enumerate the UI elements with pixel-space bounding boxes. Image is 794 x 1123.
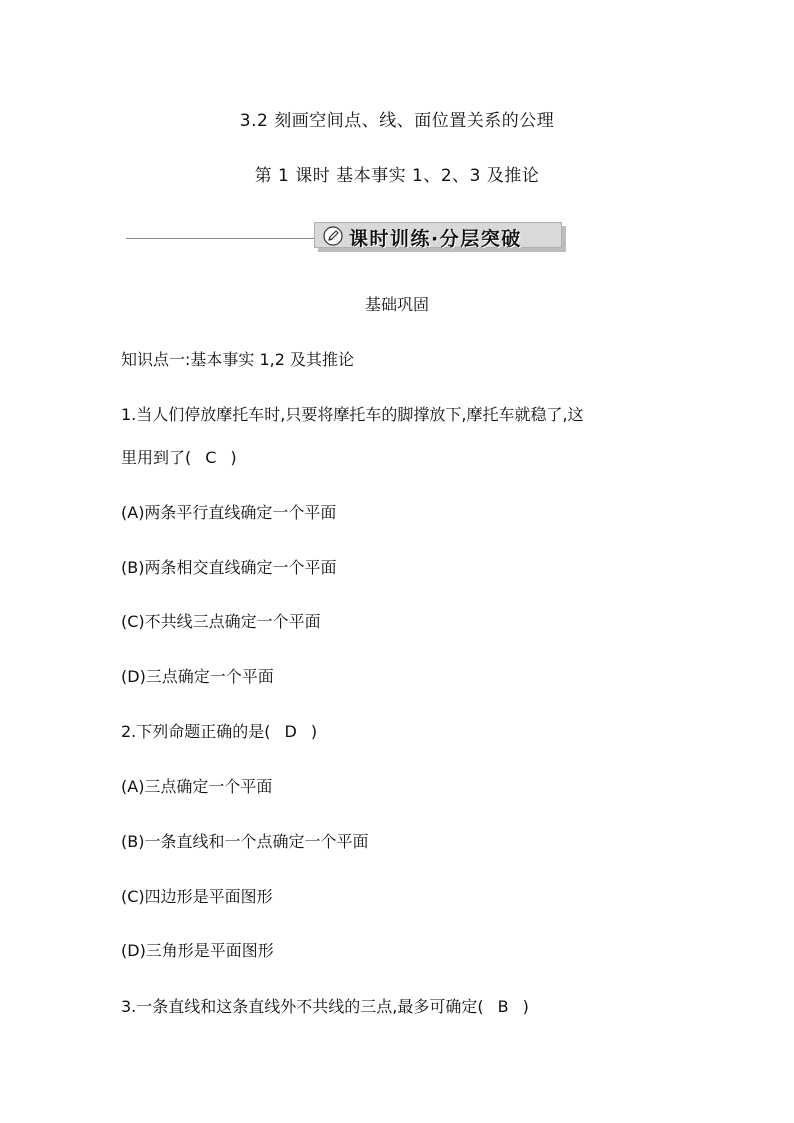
question-1-stem-line2 xyxy=(121,445,237,468)
question-3-stem-suffix: ) xyxy=(522,997,529,1016)
question-3-stem-prefix: 3.一条直线和这条直线外不共线的三点,最多可确定( xyxy=(121,997,484,1016)
lesson-subtitle: 第 1 课时 基本事实 1、2、3 及推论 xyxy=(254,166,540,186)
pencil-icon xyxy=(323,226,343,246)
question-2-stem-suffix: ) xyxy=(310,722,318,741)
question-1-option-d: (D)三点确定一个平面 xyxy=(121,667,274,686)
section-banner xyxy=(314,222,568,252)
question-2-stem-prefix: 2.下列命题正确的是( xyxy=(121,722,271,741)
question-1-answer: C xyxy=(205,448,217,467)
question-1-option-a: (A)两条平行直线确定一个平面 xyxy=(121,503,337,522)
knowledge-point-heading: 知识点一:基本事实 1,2 及其推论 xyxy=(121,350,355,369)
question-1-option-c: (C)不共线三点确定一个平面 xyxy=(121,612,321,631)
question-2-option-b: (B)一条直线和一个点确定一个平面 xyxy=(121,832,369,851)
question-2-option-d: (D)三角形是平面图形 xyxy=(121,941,274,960)
question-2-option-c: (C)四边形是平面图形 xyxy=(121,887,273,906)
question-2-answer: D xyxy=(284,722,297,741)
question-3-stem xyxy=(121,994,529,1017)
section-heading: 基础巩固 xyxy=(364,295,429,314)
question-1-stem-line1: 1.当人们停放摩托车时,只要将摩托车的脚撑放下,摩托车就稳了,这 xyxy=(121,405,584,424)
page-title: 3.2 刻画空间点、线、面位置关系的公理 xyxy=(239,111,555,131)
question-1-option-b: (B)两条相交直线确定一个平面 xyxy=(121,558,337,577)
banner-text: 课时训练·分层突破 xyxy=(349,228,522,250)
banner-box xyxy=(314,222,562,248)
question-1-stem-prefix: 里用到了( xyxy=(121,448,192,467)
question-3-answer: B xyxy=(497,997,509,1016)
question-1-stem-suffix: ) xyxy=(230,448,237,467)
question-2-stem xyxy=(121,719,317,742)
question-2-option-a: (A)三点确定一个平面 xyxy=(121,777,273,796)
